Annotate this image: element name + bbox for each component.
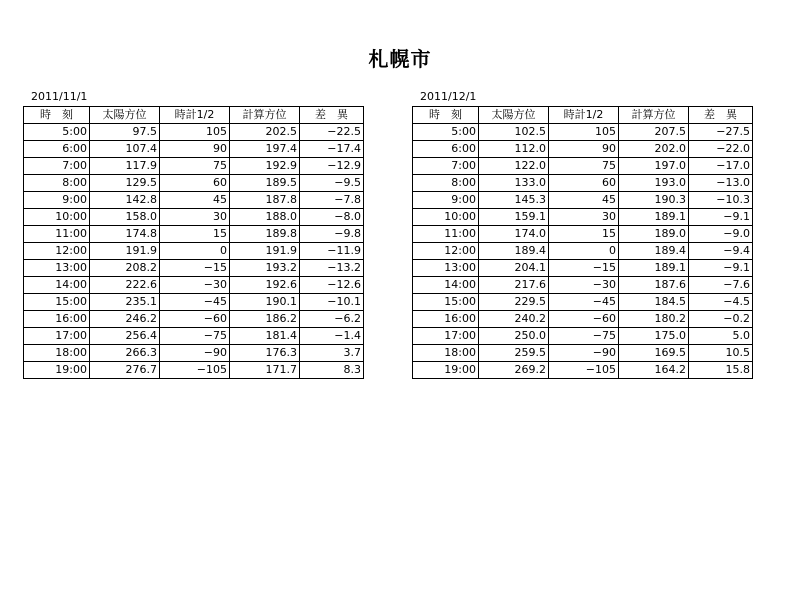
cell-time: 7:00 [413,158,479,175]
cell-calculated-azimuth: 189.8 [230,226,300,243]
cell-calculated-azimuth: 175.0 [619,328,689,345]
table-row [24,226,364,243]
table-row [413,362,753,379]
cell-sun-azimuth: 189.4 [479,243,549,260]
table-row [413,277,753,294]
table-row [24,294,364,311]
header-difference: 差 異 [689,107,753,124]
cell-difference: −22.5 [300,124,364,141]
cell-difference: −1.4 [300,328,364,345]
cell-time: 5:00 [24,124,90,141]
cell-calculated-azimuth: 181.4 [230,328,300,345]
cell-difference: −13.2 [300,260,364,277]
cell-sun-azimuth: 145.3 [479,192,549,209]
table-date-label: 2011/11/1 [31,90,88,103]
cell-clock-half: 0 [160,243,230,260]
cell-time: 18:00 [24,345,90,362]
table-row [24,192,364,209]
cell-clock-half: 15 [549,226,619,243]
cell-sun-azimuth: 229.5 [479,294,549,311]
cell-difference: −9.1 [689,260,753,277]
cell-difference: −8.0 [300,209,364,226]
cell-clock-half: −60 [160,311,230,328]
header-sun-azimuth: 太陽方位 [90,107,160,124]
cell-difference: 8.3 [300,362,364,379]
cell-difference: −17.4 [300,141,364,158]
table-block-dec [412,90,753,379]
table-row [413,294,753,311]
cell-time: 19:00 [413,362,479,379]
azimuth-table [412,106,753,379]
cell-time: 10:00 [413,209,479,226]
table-row [413,345,753,362]
header-clock-half: 時計1/2 [549,107,619,124]
table-row [24,260,364,277]
cell-difference: 15.8 [689,362,753,379]
cell-difference: −12.9 [300,158,364,175]
cell-clock-half: −30 [160,277,230,294]
cell-difference: −17.0 [689,158,753,175]
cell-time: 9:00 [24,192,90,209]
cell-calculated-azimuth: 192.9 [230,158,300,175]
table-row [413,141,753,158]
cell-clock-half: −45 [160,294,230,311]
cell-sun-azimuth: 129.5 [90,175,160,192]
header-row [24,107,364,124]
cell-difference: −7.6 [689,277,753,294]
cell-sun-azimuth: 256.4 [90,328,160,345]
cell-time: 15:00 [413,294,479,311]
cell-clock-half: 75 [549,158,619,175]
cell-sun-azimuth: 107.4 [90,141,160,158]
cell-sun-azimuth: 217.6 [479,277,549,294]
cell-clock-half: −60 [549,311,619,328]
cell-clock-half: 105 [549,124,619,141]
cell-calculated-azimuth: 169.5 [619,345,689,362]
cell-time: 6:00 [24,141,90,158]
cell-difference: −10.1 [300,294,364,311]
cell-calculated-azimuth: 202.0 [619,141,689,158]
cell-time: 9:00 [413,192,479,209]
table-row [413,124,753,141]
table-row [24,362,364,379]
cell-sun-azimuth: 112.0 [479,141,549,158]
table-row [24,345,364,362]
cell-clock-half: 90 [549,141,619,158]
cell-clock-half: 30 [160,209,230,226]
table-block-nov [23,90,364,379]
cell-calculated-azimuth: 190.3 [619,192,689,209]
table-row [24,311,364,328]
cell-calculated-azimuth: 187.8 [230,192,300,209]
cell-time: 6:00 [413,141,479,158]
cell-clock-half: 30 [549,209,619,226]
cell-time: 12:00 [413,243,479,260]
cell-sun-azimuth: 266.3 [90,345,160,362]
cell-calculated-azimuth: 192.6 [230,277,300,294]
cell-time: 14:00 [24,277,90,294]
cell-difference: −10.3 [689,192,753,209]
cell-time: 17:00 [24,328,90,345]
cell-clock-half: 45 [160,192,230,209]
header-time: 時 刻 [24,107,90,124]
cell-sun-azimuth: 222.6 [90,277,160,294]
cell-calculated-azimuth: 187.6 [619,277,689,294]
cell-clock-half: −105 [549,362,619,379]
cell-calculated-azimuth: 184.5 [619,294,689,311]
header-clock-half: 時計1/2 [160,107,230,124]
cell-calculated-azimuth: 197.0 [619,158,689,175]
cell-difference: −9.0 [689,226,753,243]
table-date-label: 2011/12/1 [420,90,477,103]
cell-time: 11:00 [413,226,479,243]
cell-difference: −27.5 [689,124,753,141]
cell-sun-azimuth: 159.1 [479,209,549,226]
cell-sun-azimuth: 174.0 [479,226,549,243]
cell-sun-azimuth: 158.0 [90,209,160,226]
cell-time: 11:00 [24,226,90,243]
cell-time: 16:00 [24,311,90,328]
cell-clock-half: 60 [549,175,619,192]
cell-calculated-azimuth: 188.0 [230,209,300,226]
cell-time: 17:00 [413,328,479,345]
cell-time: 8:00 [24,175,90,192]
cell-difference: 3.7 [300,345,364,362]
cell-sun-azimuth: 246.2 [90,311,160,328]
cell-time: 5:00 [413,124,479,141]
cell-clock-half: −75 [549,328,619,345]
cell-difference: −12.6 [300,277,364,294]
cell-time: 12:00 [24,243,90,260]
cell-difference: −9.5 [300,175,364,192]
cell-sun-azimuth: 117.9 [90,158,160,175]
table-row [24,124,364,141]
cell-difference: −13.0 [689,175,753,192]
cell-sun-azimuth: 204.1 [479,260,549,277]
cell-calculated-azimuth: 191.9 [230,243,300,260]
cell-time: 19:00 [24,362,90,379]
table-row [24,277,364,294]
cell-time: 16:00 [413,311,479,328]
header-calculated-azimuth: 計算方位 [619,107,689,124]
table-row [24,141,364,158]
cell-time: 13:00 [413,260,479,277]
cell-sun-azimuth: 259.5 [479,345,549,362]
cell-sun-azimuth: 240.2 [479,311,549,328]
cell-difference: −9.1 [689,209,753,226]
cell-sun-azimuth: 269.2 [479,362,549,379]
cell-calculated-azimuth: 189.1 [619,209,689,226]
table-row [413,226,753,243]
cell-time: 13:00 [24,260,90,277]
cell-sun-azimuth: 133.0 [479,175,549,192]
table-row [413,158,753,175]
cell-sun-azimuth: 235.1 [90,294,160,311]
table-row [413,243,753,260]
cell-calculated-azimuth: 189.1 [619,260,689,277]
cell-sun-azimuth: 102.5 [479,124,549,141]
table-row [24,328,364,345]
cell-sun-azimuth: 142.8 [90,192,160,209]
cell-calculated-azimuth: 186.2 [230,311,300,328]
cell-calculated-azimuth: 193.0 [619,175,689,192]
cell-clock-half: −75 [160,328,230,345]
cell-calculated-azimuth: 164.2 [619,362,689,379]
cell-clock-half: 0 [549,243,619,260]
cell-difference: −9.4 [689,243,753,260]
cell-calculated-azimuth: 189.0 [619,226,689,243]
table-body [413,124,753,379]
table-row [413,311,753,328]
cell-sun-azimuth: 191.9 [90,243,160,260]
cell-clock-half: 15 [160,226,230,243]
table-row [413,209,753,226]
cell-sun-azimuth: 208.2 [90,260,160,277]
table-row [24,243,364,260]
cell-calculated-azimuth: 202.5 [230,124,300,141]
table-body [24,124,364,379]
azimuth-table [23,106,364,379]
cell-clock-half: −15 [160,260,230,277]
cell-difference: −7.8 [300,192,364,209]
table-row [24,175,364,192]
cell-difference: 10.5 [689,345,753,362]
cell-time: 15:00 [24,294,90,311]
cell-difference: 5.0 [689,328,753,345]
table-row [413,328,753,345]
header-difference: 差 異 [300,107,364,124]
cell-sun-azimuth: 276.7 [90,362,160,379]
cell-difference: −22.0 [689,141,753,158]
cell-clock-half: 75 [160,158,230,175]
cell-difference: −9.8 [300,226,364,243]
cell-difference: −6.2 [300,311,364,328]
page-title: 札幌市 [368,47,432,71]
cell-sun-azimuth: 97.5 [90,124,160,141]
cell-clock-half: −15 [549,260,619,277]
cell-time: 14:00 [413,277,479,294]
cell-sun-azimuth: 122.0 [479,158,549,175]
cell-calculated-azimuth: 176.3 [230,345,300,362]
cell-clock-half: −90 [160,345,230,362]
table-row [24,209,364,226]
cell-difference: −4.5 [689,294,753,311]
cell-difference: −0.2 [689,311,753,328]
cell-time: 18:00 [413,345,479,362]
table-row [413,260,753,277]
cell-difference: −11.9 [300,243,364,260]
cell-sun-azimuth: 174.8 [90,226,160,243]
cell-calculated-azimuth: 189.5 [230,175,300,192]
table-row [24,158,364,175]
cell-calculated-azimuth: 207.5 [619,124,689,141]
cell-clock-half: −30 [549,277,619,294]
cell-clock-half: −90 [549,345,619,362]
cell-time: 7:00 [24,158,90,175]
cell-clock-half: 60 [160,175,230,192]
cell-clock-half: 90 [160,141,230,158]
table-row [413,192,753,209]
cell-sun-azimuth: 250.0 [479,328,549,345]
cell-calculated-azimuth: 171.7 [230,362,300,379]
header-calculated-azimuth: 計算方位 [230,107,300,124]
header-row [413,107,753,124]
cell-calculated-azimuth: 189.4 [619,243,689,260]
cell-clock-half: 45 [549,192,619,209]
cell-clock-half: 105 [160,124,230,141]
cell-clock-half: −105 [160,362,230,379]
cell-calculated-azimuth: 190.1 [230,294,300,311]
cell-time: 10:00 [24,209,90,226]
cell-calculated-azimuth: 193.2 [230,260,300,277]
header-time: 時 刻 [413,107,479,124]
cell-calculated-azimuth: 180.2 [619,311,689,328]
table-row [413,175,753,192]
cell-calculated-azimuth: 197.4 [230,141,300,158]
header-sun-azimuth: 太陽方位 [479,107,549,124]
cell-time: 8:00 [413,175,479,192]
cell-clock-half: −45 [549,294,619,311]
